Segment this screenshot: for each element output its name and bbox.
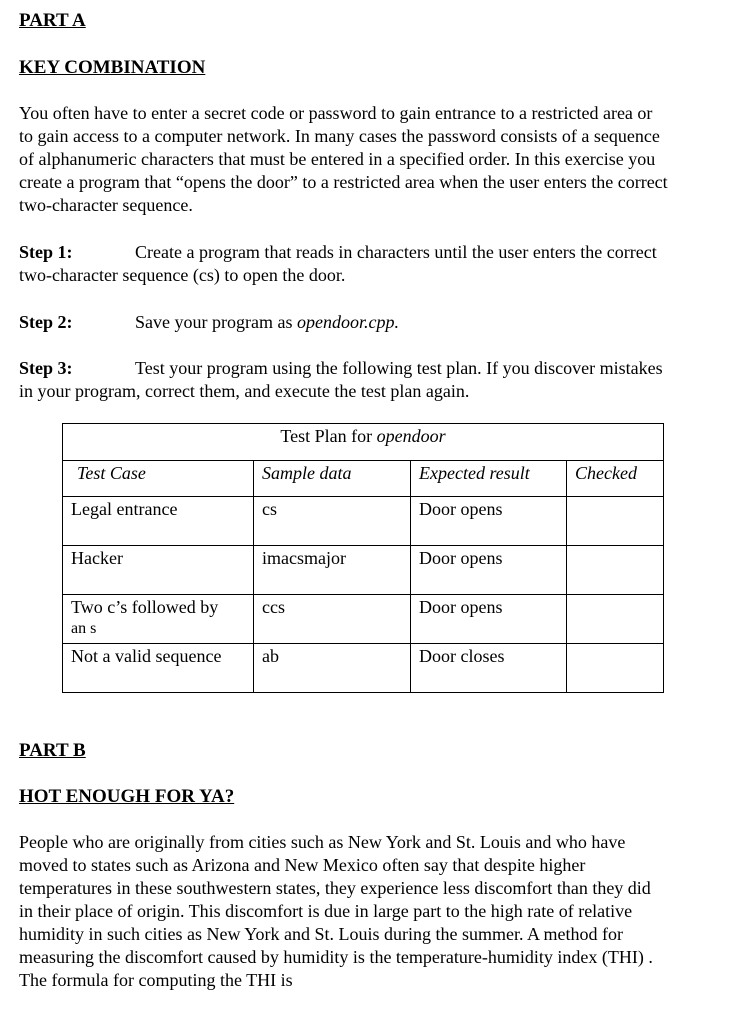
step-1 <box>19 241 723 287</box>
intro-line: create a program that “opens the door” to a restricted area when the user enters the correct <box>19 172 668 192</box>
intro-line: measuring the discomfort caused by humidity is the temperature-humidity index (THI) . <box>19 947 653 967</box>
cell-checked <box>567 546 664 595</box>
column-header-checked: Checked <box>567 461 664 497</box>
column-header-sample-data: Sample data <box>254 461 411 497</box>
step-3-text: Test your program using the following test plan. If you discover mistakes <box>135 358 663 378</box>
intro-line: in their place of origin. This discomfort is due in large part to the high rate of relative <box>19 901 633 921</box>
test-plan-table <box>62 423 664 693</box>
cell-test-case: Not a valid sequence <box>63 644 254 693</box>
step-1-label: Step 1: <box>19 242 73 262</box>
step-2-text <box>135 311 399 334</box>
cell-checked <box>567 595 664 644</box>
intro-line: You often have to enter a secret code or password to gain entrance to a restricted area or <box>19 103 653 123</box>
part-a-heading: PART A <box>19 10 86 31</box>
step-3-text-cont: in your program, correct them, and execute the test plan again. <box>19 381 470 401</box>
intro-line: temperatures in these southwestern states, they experience less discomfort than they did <box>19 878 651 898</box>
cell-expected-result: Door opens <box>411 546 567 595</box>
caption-program: opendoor <box>376 426 446 446</box>
column-header-expected-result: Expected result <box>411 461 567 497</box>
table-row <box>63 497 664 546</box>
part-a-intro <box>19 102 723 217</box>
intro-line: The formula for computing the THI is <box>19 970 293 990</box>
cell-test-case: Legal entrance <box>63 497 254 546</box>
cell-expected-result: Door opens <box>411 595 567 644</box>
step-3-label: Step 3: <box>19 358 73 378</box>
cell-sample-data: ccs <box>254 595 411 644</box>
step-2-filename: opendoor.cpp. <box>296 312 399 332</box>
column-header-test-case: Test Case <box>63 461 254 497</box>
cell-sample-data: ab <box>254 644 411 693</box>
intro-line: moved to states such as Arizona and New Mexico often say that despite higher <box>19 855 586 875</box>
step-1-text: Create a program that reads in characters until the user enters the correct <box>135 242 657 262</box>
part-b-heading: PART B <box>19 740 86 761</box>
step-1-text-cont: two-character sequence (cs) to open the door. <box>19 265 346 285</box>
intro-line: of alphanumeric characters that must be entered in a specified order. In this exercise you <box>19 149 656 169</box>
cell-test-case <box>63 595 254 644</box>
cell-expected-result: Door opens <box>411 497 567 546</box>
test-plan-caption <box>63 424 664 461</box>
step-2-text-prefix: Save your program as <box>135 312 297 332</box>
intro-line: People who are originally from cities such as New York and St. Louis and who have <box>19 832 626 852</box>
cell-sample-data: imacsmajor <box>254 546 411 595</box>
cell-test-case: Hacker <box>63 546 254 595</box>
cell-test-case-line1: Two c’s followed by <box>71 597 219 617</box>
cell-checked <box>567 497 664 546</box>
intro-line: humidity in such cities as New York and St. Louis during the summer. A method for <box>19 924 623 944</box>
cell-sample-data: cs <box>254 497 411 546</box>
step-3 <box>19 357 723 403</box>
step-2-label: Step 2: <box>19 312 73 332</box>
step-2 <box>19 311 723 334</box>
intro-line: two-character sequence. <box>19 195 193 215</box>
cell-test-case-line2: an s <box>71 620 97 637</box>
part-a-title: KEY COMBINATION <box>19 57 206 78</box>
cell-checked <box>567 644 664 693</box>
part-b-intro <box>19 831 723 992</box>
part-b-title: HOT ENOUGH FOR YA? <box>19 786 235 807</box>
caption-prefix: Test Plan for <box>280 426 377 446</box>
cell-expected-result: Door closes <box>411 644 567 693</box>
intro-line: to gain access to a computer network. In many cases the password consists of a sequence <box>19 126 660 146</box>
table-row <box>63 595 664 644</box>
table-row <box>63 546 664 595</box>
table-row <box>63 644 664 693</box>
